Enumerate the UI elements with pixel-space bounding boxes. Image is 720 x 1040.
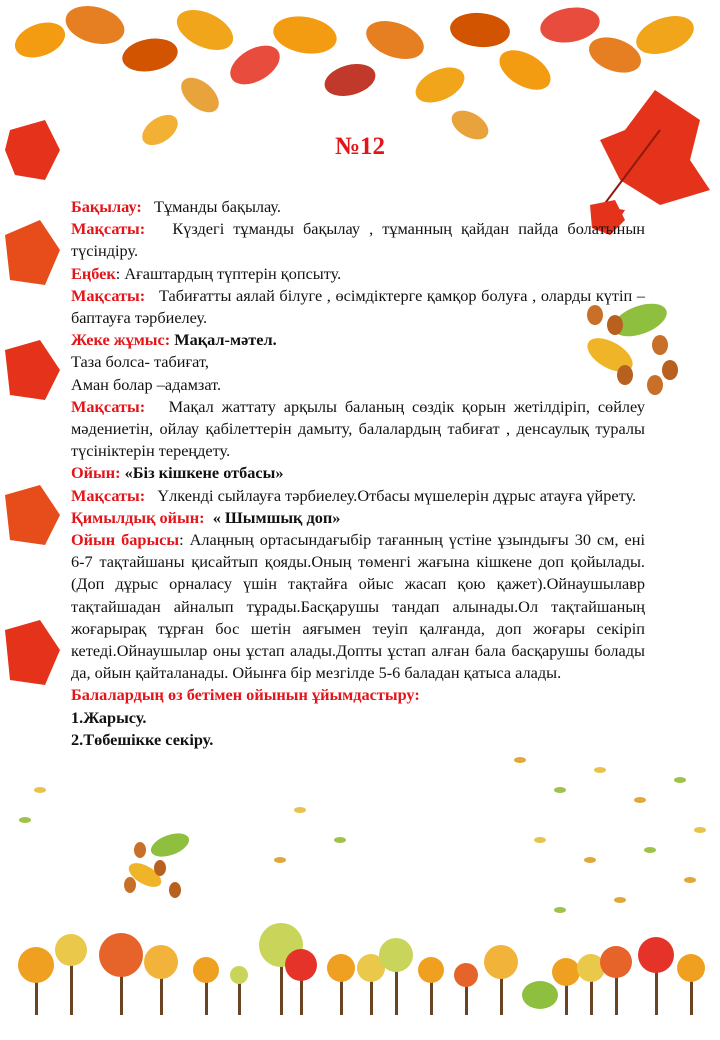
game-process bbox=[71, 529, 645, 684]
left-leaf-icon bbox=[5, 120, 60, 685]
game-goal-label: Мақсаты: bbox=[71, 485, 146, 505]
free-play-line bbox=[71, 684, 645, 706]
observation-goal bbox=[71, 218, 645, 262]
observation-text: Тұманды бақылау. bbox=[154, 197, 281, 216]
observation-goal-text: Күздегі тұманды бақылау , тұманның қайдан пайда болатынын түсіндіру. bbox=[71, 219, 645, 261]
movement-game-title: « Шымшық доп» bbox=[212, 507, 341, 527]
page-title: №12 bbox=[334, 133, 386, 160]
individual-work-label: Жеке жұмыс: bbox=[71, 330, 171, 350]
free-play-label: Балалардың өз бетімен ойынын ұйымдастыру: bbox=[71, 685, 420, 705]
labor-text: : Ағаштардың түптерін қопсыту. bbox=[115, 263, 342, 283]
proverb-line-2: Аман болар –адамзат. bbox=[71, 374, 222, 394]
individual-work-title: Мақал-мәтел. bbox=[174, 330, 277, 350]
labor-goal-label: Мақсаты: bbox=[71, 285, 146, 305]
game-label: Ойын: bbox=[71, 463, 121, 483]
game-process-label: Ойын барысы bbox=[71, 530, 180, 550]
falling-leaves-icon bbox=[19, 757, 706, 913]
game-goal bbox=[71, 485, 645, 507]
free-play-item: 1.Жарысу. bbox=[71, 707, 147, 727]
maple-leaf-garland-icon bbox=[10, 0, 699, 151]
game-line bbox=[71, 462, 645, 484]
individual-goal-label: Мақсаты: bbox=[71, 396, 146, 416]
game-process-text: : Алаңның ортасындағыбір тағанның үстіне ұзындығы 30 см, ені 6-7 тақтайшаны қисайтып қояды.Оның төменгі жағына кішкене доп қойылады.(Доп дұрыс орналасу үшін тақтайға ойыс жасап қою қажет).Ойнаушылавр тақтайшадан айналып тұрады.Басқарушы тандап алынады.Ол тақтайшаның жоғарырақ тұрған бос шетін аяғымен теуіп қалғанда, доп жоғары секіріп кетеді.Ойнаушылар оны ұстап алады.Допты ұстап алған бала басқарушы болады да, ойын қайталанады. Ойынға бір мезгілде 5-6 баладан қатыса алады. bbox=[71, 530, 645, 683]
labor-line bbox=[71, 263, 645, 285]
game-goal-text: Үлкенді сыйлауға тәрбиелеу.Отбасы мүшелерін дұрыс атауға үйрету. bbox=[157, 485, 637, 505]
individual-work-line bbox=[71, 329, 645, 351]
labor-goal-text: Табиғатты аялай білуге , өсімдіктерге қамқор болуға , оларды күтіп –баптауға тәрбиелеу. bbox=[71, 285, 645, 328]
labor-label: Еңбек bbox=[71, 263, 116, 283]
small-acorn-cluster-icon bbox=[124, 829, 192, 898]
observation-goal-label: Мақсаты: bbox=[71, 219, 146, 239]
lesson-plan bbox=[71, 196, 645, 751]
movement-game-line bbox=[71, 507, 645, 529]
labor-goal bbox=[71, 285, 645, 329]
movement-game-label: Қимылдық ойын: bbox=[71, 507, 205, 527]
individual-goal-text: Мақал жаттату арқылы баланың сөздік қорын жетілдіріп, сөйлеу мәдениетін, ойлау қабілеттерін дамыту, балалардың табиғат , денсаулық туралы түсініктерін тереңдету. bbox=[71, 396, 645, 461]
proverb-line-1: Таза болса- табиғат, bbox=[71, 352, 209, 372]
observation-label: Бақылау: bbox=[71, 197, 142, 216]
individual-goal bbox=[71, 396, 645, 463]
game-title: «Біз кішкене отбасы» bbox=[124, 463, 284, 483]
observation-line bbox=[71, 196, 645, 218]
free-play-item: 2.Төбешікке секіру. bbox=[71, 729, 214, 749]
autumn-trees-icon bbox=[18, 923, 705, 1015]
